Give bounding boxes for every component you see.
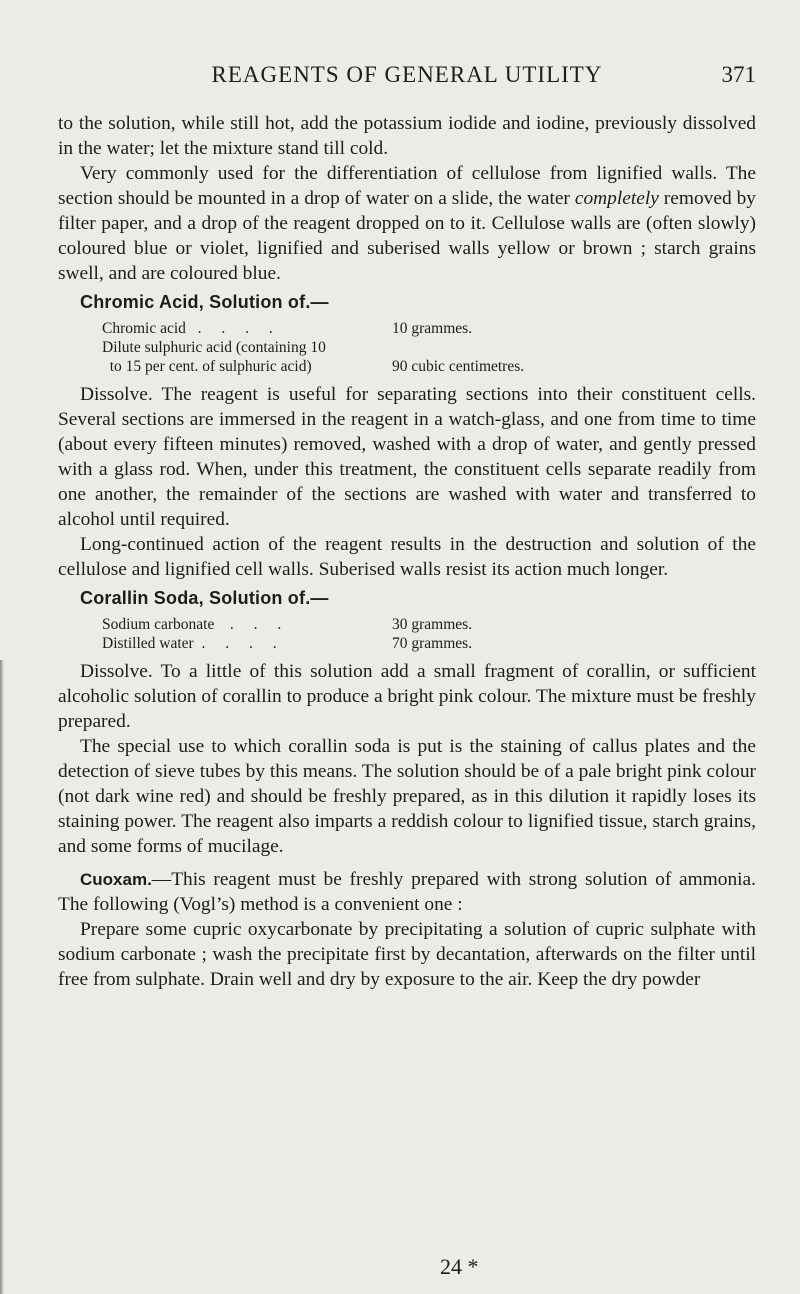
section-heading-chromic-acid: Chromic Acid, Solution of.— [80,292,329,312]
section-heading-cuoxam: Cuoxam. [80,870,152,889]
signature-mark [58,1254,756,1284]
paragraph-corallin-use: The special use to which corallin soda is put is the staining of callus plates and the detection of sieve tubes by this means. The solution should be of a pale bright pink colour (not dark wine red) and should be freshly prepared, as in this dilution it rapidly loses its staining power. The reagent also imparts a reddish colour to lignified tissue, starch grains, and some forms of mucilage. [58,736,756,857]
running-title: REAGENTS OF GENERAL UTILITY [211,62,603,87]
text-run: removed by filter paper, and a drop of the reagent dropped on to it. Cellulose walls are (often slowly) coloured blue or violet, lignified and suberised walls yellow or brown ; starch grains swell, and are coloured blue. [58,188,756,284]
ingredient-amount: 30 grammes. [392,616,473,633]
ingredient-name: Dilute sulphuric acid (containing 10 to 15 per cent. of sulphuric acid) [102,339,326,375]
paragraph-corallin-prep: Dissolve. To a little of this solution add a small fragment of corallin, or sufficient alcoholic solution of corallin to produce a bright pink colour. The mixture must be freshly prepared. [58,661,756,732]
section-heading-corallin-soda: Corallin Soda, Solution of.— [80,588,329,608]
page-body [58,111,756,992]
formula-corallin-soda [102,615,756,653]
ingredient-name: Distilled water . . . . [102,635,285,652]
emphasis-completely: completely [574,188,659,209]
text-run: Very commonly used for the differentiation of cellulose from lignified walls. The section should be mounted in a drop of water on a slide, the water [58,163,756,209]
paragraph-chromic-use: Dissolve. The reagent is useful for separating sections into their constituent cells. Several sections are immersed in the reagent in a watch-glass, and one from time to time (about every fifteen minutes) removed, washed with a drop of water, and gently pressed with a glass rod. When, under this treatment, the constituent cells separate readily from one another, the remainder of the sections are washed with water and transferred to alcohol until required. [58,384,756,530]
paragraph-cuoxam-prep: Prepare some cupric oxycarbonate by precipitating a solution of cupric sulphate with sodium carbonate ; wash the precipitate first by decantation, afterwards on the filter until free from sulphate. Drain well and dry by exposure to the air. Keep the dry powder [58,919,756,990]
paragraph-chromic-action: Long-continued action of the reagent results in the destruction and solution of the cellulose and lignified cell walls. Suberised walls resist its action much longer. [58,534,756,580]
signature-text: 24 * [440,1254,479,1279]
ingredient-amount: 90 cubic centimetres. [392,358,525,375]
ingredient-amount: 10 grammes. [392,320,473,337]
paragraph-continuation: to the solution, while still hot, add the potassium iodide and iodine, previously dissolved in the water; let the mixture stand till cold. [58,113,756,159]
running-header [58,60,756,94]
page-shadow-edge [0,660,4,1294]
paragraph-differentiation [58,161,756,286]
paragraph-cuoxam [58,867,756,917]
formula-chromic-acid [102,319,756,376]
page-number: 371 [721,62,756,87]
ingredient-name: Chromic acid . . . . [102,320,281,337]
ingredient-name: Sodium carbonate . . . [102,616,290,633]
text-run: —This reagent must be freshly prepared with strong solution of ammonia. The following (Vogl’s) method is a convenient one : [58,869,756,915]
ingredient-amount: 70 grammes. [392,635,473,652]
